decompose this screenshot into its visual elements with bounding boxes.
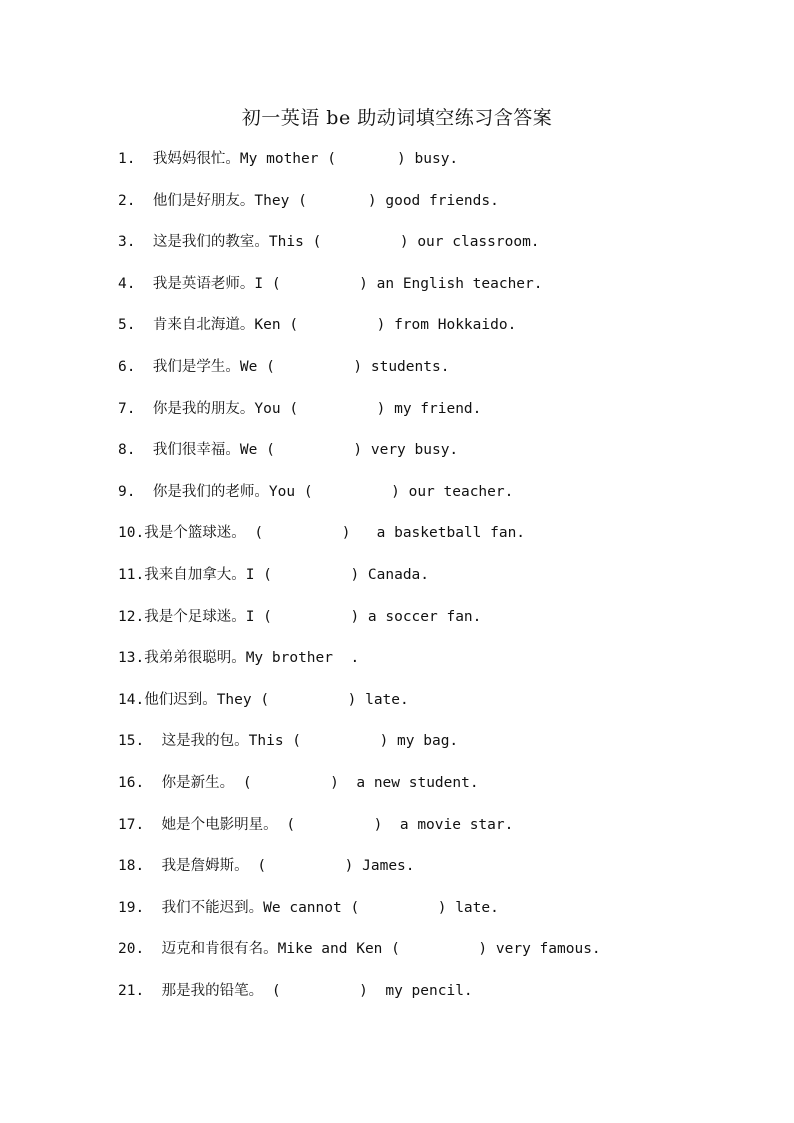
question-item: 15. 这是我的包。This ( ) my bag. <box>118 733 459 750</box>
question-item: 18. 我是詹姆斯。 ( ) James. <box>118 858 415 875</box>
question-item: 3. 这是我们的教室。This ( ) our classroom. <box>118 234 540 251</box>
question-item: 4. 我是英语老师。I ( ) an English teacher. <box>118 275 543 292</box>
question-item: 8. 我们很幸福。We ( ) very busy. <box>118 442 459 459</box>
question-item: 16. 你是新生。 ( ) a new student. <box>118 774 479 791</box>
document-title: 初一英语 be 助动词填空练习含答案 <box>241 107 553 129</box>
question-item: 17. 她是个电影明星。 ( ) a movie star. <box>118 816 514 833</box>
question-item: 12.我是个足球迷。I ( ) a soccer fan. <box>118 608 482 625</box>
question-item: 11.我来自加拿大。I ( ) Canada. <box>118 566 430 583</box>
question-item: 2. 他们是好朋友。They ( ) good friends. <box>118 192 499 209</box>
question-item: 7. 你是我的朋友。You ( ) my friend. <box>118 400 482 417</box>
question-item: 13.我弟弟很聪明。My brother . <box>118 650 360 667</box>
question-item: 20. 迈克和肯很有名。Mike and Ken ( ) very famous. <box>118 941 601 958</box>
question-item: 9. 你是我们的老师。You ( ) our teacher. <box>118 483 514 500</box>
question-item: 19. 我们不能迟到。We cannot ( ) late. <box>118 899 499 916</box>
question-list <box>118 146 738 1019</box>
question-item: 6. 我们是学生。We ( ) students. <box>118 358 450 375</box>
question-item: 5. 肯来自北海道。Ken ( ) from Hokkaido. <box>118 317 517 334</box>
question-item: 10.我是个篮球迷。 ( ) a basketball fan. <box>118 525 526 542</box>
question-item: 21. 那是我的铅笔。 ( ) my pencil. <box>118 982 473 999</box>
question-item: 14.他们迟到。They ( ) late. <box>118 691 409 708</box>
question-item: 1. 我妈妈很忙。My mother ( ) busy. <box>118 151 459 167</box>
